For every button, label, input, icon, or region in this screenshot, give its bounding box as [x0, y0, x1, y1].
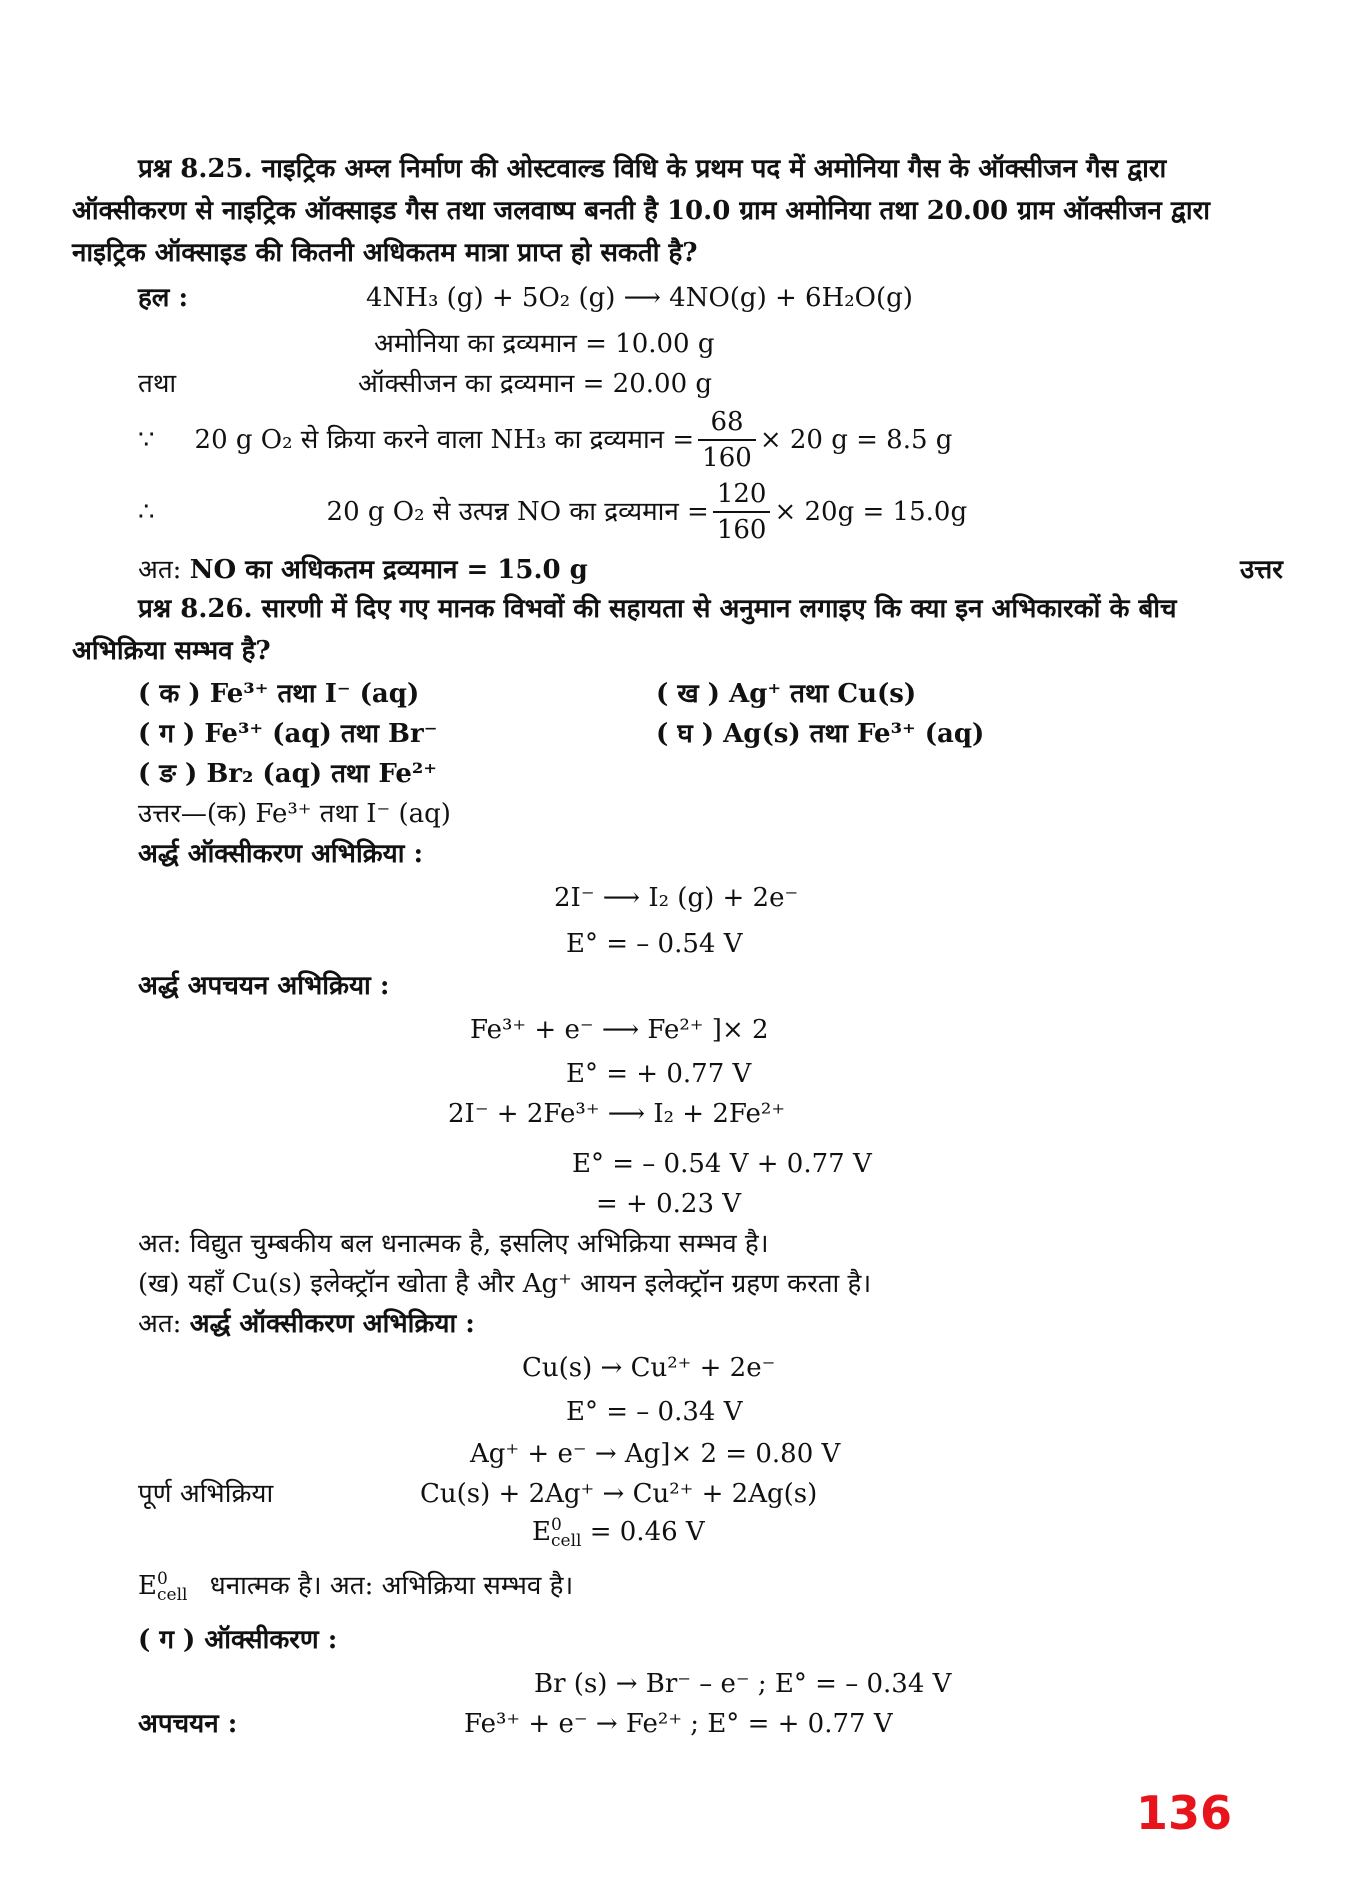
part-b-oxidation-line — [138, 1306, 475, 1342]
ecell-superscript: 0 — [550, 1515, 562, 1535]
overall-potential-a: E° = – 0.54 V + 0.77 V — [572, 1149, 872, 1179]
ecell-value-line — [532, 1514, 705, 1550]
fraction-tail: × 20 g = 8.5 g — [759, 425, 953, 455]
full-reaction-b: Cu(s) + 2Ag⁺ → Cu²⁺ + 2Ag(s) — [420, 1479, 818, 1509]
q825-line3: नाइट्रिक ऑक्साइड की कितनी अधिकतम मात्रा प्राप्त हो सकती है? — [72, 238, 698, 268]
page-number: 136 — [1136, 1786, 1233, 1840]
fraction-68-160 — [698, 405, 756, 475]
option-a: ( क ) Fe³⁺ तथा I⁻ (aq) — [138, 679, 420, 709]
because-text: 20 g O₂ से क्रिया करने वाला NH₃ का द्रव्यमान = — [194, 425, 695, 455]
silver-reduction-eq: Ag⁺ + e⁻ → Ag]× 2 = 0.80 V — [470, 1439, 841, 1469]
conclusion-b-line — [138, 1568, 573, 1604]
uttar-label: उत्तर — [1240, 555, 1283, 585]
copper-potential: E° = – 0.34 V — [566, 1397, 743, 1427]
conclusion-b: धनात्मक है। अत: अभिक्रिया सम्भव है। — [209, 1571, 574, 1601]
option-c: ( ग ) Fe³⁺ (aq) तथा Br⁻ — [138, 719, 438, 749]
fraction-denominator: 160 — [716, 515, 767, 545]
ostwald-reaction: 4NH₃ (g) + 5O₂ (g) ⟶ 4NO(g) + 6H₂O(g) — [366, 283, 913, 313]
iron-potential: E° = + 0.77 V — [566, 1059, 752, 1089]
option-b: ( ख ) Ag⁺ तथा Cu(s) — [656, 679, 917, 709]
oxygen-mass: ऑक्सीजन का द्रव्यमान = 20.00 g — [358, 369, 713, 399]
solution-label: हल : — [138, 283, 189, 313]
iron-reduction-eq: Fe³⁺ + e⁻ ⟶ Fe²⁺ ]× 2 — [470, 1015, 769, 1045]
therefore-text: 20 g O₂ से उत्पन्न NO का द्रव्यमान = — [326, 497, 709, 527]
fraction-numerator: 120 — [713, 477, 771, 513]
ecell-subscript: cell — [550, 1531, 582, 1551]
tatha-label: तथा — [138, 369, 177, 399]
because-symbol: ∵ — [138, 425, 155, 455]
q825-line1: प्रश्न 8.25. नाइट्रिक अम्ल निर्माण की ओस्टवाल्ड विधि के प्रथम पद में अमोनिया गैस के ऑक्सीजन गैस द्वारा — [138, 154, 1167, 184]
ecell-symbol: E — [532, 1517, 551, 1547]
answer-a-heading: उत्तर—(क) Fe³⁺ तथा I⁻ (aq) — [138, 799, 451, 829]
part-b-oxidation-label: अर्द्ध ऑक्सीकरण अभिक्रिया : — [189, 1309, 475, 1339]
ecell-subscript: cell — [156, 1585, 188, 1605]
therefore-line — [138, 474, 967, 550]
half-oxidation-label: अर्द्ध ऑक्सीकरण अभिक्रिया : — [138, 839, 424, 869]
copper-oxidation-eq: Cu(s) → Cu²⁺ + 2e⁻ — [522, 1353, 776, 1383]
fraction-120-160 — [713, 477, 771, 547]
ecell-symbol: E — [138, 1571, 157, 1601]
ecell-superscript: 0 — [156, 1569, 168, 1589]
option-e: ( ङ ) Br₂ (aq) तथा Fe²⁺ — [138, 759, 438, 789]
because-line — [138, 402, 952, 478]
part-c-oxidation-label: ( ग ) ऑक्सीकरण : — [138, 1625, 338, 1655]
iron-reduction-eq-c: Fe³⁺ + e⁻ → Fe²⁺ ; E° = + 0.77 V — [464, 1709, 893, 1739]
part-b-intro: (ख) यहाँ Cu(s) इलेक्ट्रॉन खोता है और Ag⁺ आयन इलेक्ट्रॉन ग्रहण करता है। — [138, 1269, 872, 1299]
fraction-denominator: 160 — [702, 443, 752, 473]
therefore-symbol: ∴ — [138, 497, 155, 527]
bromide-oxidation-eq: Br (s) → Br⁻ – e⁻ ; E° = – 0.34 V — [534, 1669, 952, 1699]
part-c-reduction-label: अपचयन : — [138, 1709, 238, 1739]
answer-text: NO का अधिकतम द्रव्यमान = 15.0 g — [189, 555, 588, 585]
overall-potential-result: = + 0.23 V — [596, 1189, 742, 1219]
ammonia-mass: अमोनिया का द्रव्यमान = 10.00 g — [374, 329, 715, 359]
part-b-prefix: अत: — [138, 1309, 182, 1339]
conclusion-a: अत: विद्युत चुम्बकीय बल धनात्मक है, इसलिए अभिक्रिया सम्भव है। — [138, 1229, 769, 1259]
iodide-potential: E° = – 0.54 V — [566, 929, 743, 959]
answer-prefix: अत: — [138, 555, 182, 585]
q826-line2: अभिक्रिया सम्भव है? — [72, 636, 271, 666]
answer-line — [138, 552, 588, 588]
overall-eq-a: 2I⁻ + 2Fe³⁺ ⟶ I₂ + 2Fe²⁺ — [448, 1099, 786, 1129]
fraction-numerator: 68 — [698, 405, 756, 441]
option-d: ( घ ) Ag(s) तथा Fe³⁺ (aq) — [656, 719, 985, 749]
full-reaction-label: पूर्ण अभिक्रिया — [138, 1479, 274, 1509]
half-reduction-label: अर्द्ध अपचयन अभिक्रिया : — [138, 971, 390, 1001]
q826-line1: प्रश्न 8.26. सारणी में दिए गए मानक विभवों की सहायता से अनुमान लगाइए कि क्या इन अभिकारकों के बीच — [138, 594, 1177, 624]
iodide-oxidation-eq: 2I⁻ ⟶ I₂ (g) + 2e⁻ — [554, 883, 799, 913]
ecell-value: = 0.46 V — [589, 1517, 705, 1547]
q825-line2: ऑक्सीकरण से नाइट्रिक ऑक्साइड गैस तथा जलवाष्प बनती है 10.0 ग्राम अमोनिया तथा 20.00 ग्राम ऑक्सीजन द्वारा — [72, 196, 1210, 226]
fraction-tail: × 20g = 15.0g — [774, 497, 968, 527]
